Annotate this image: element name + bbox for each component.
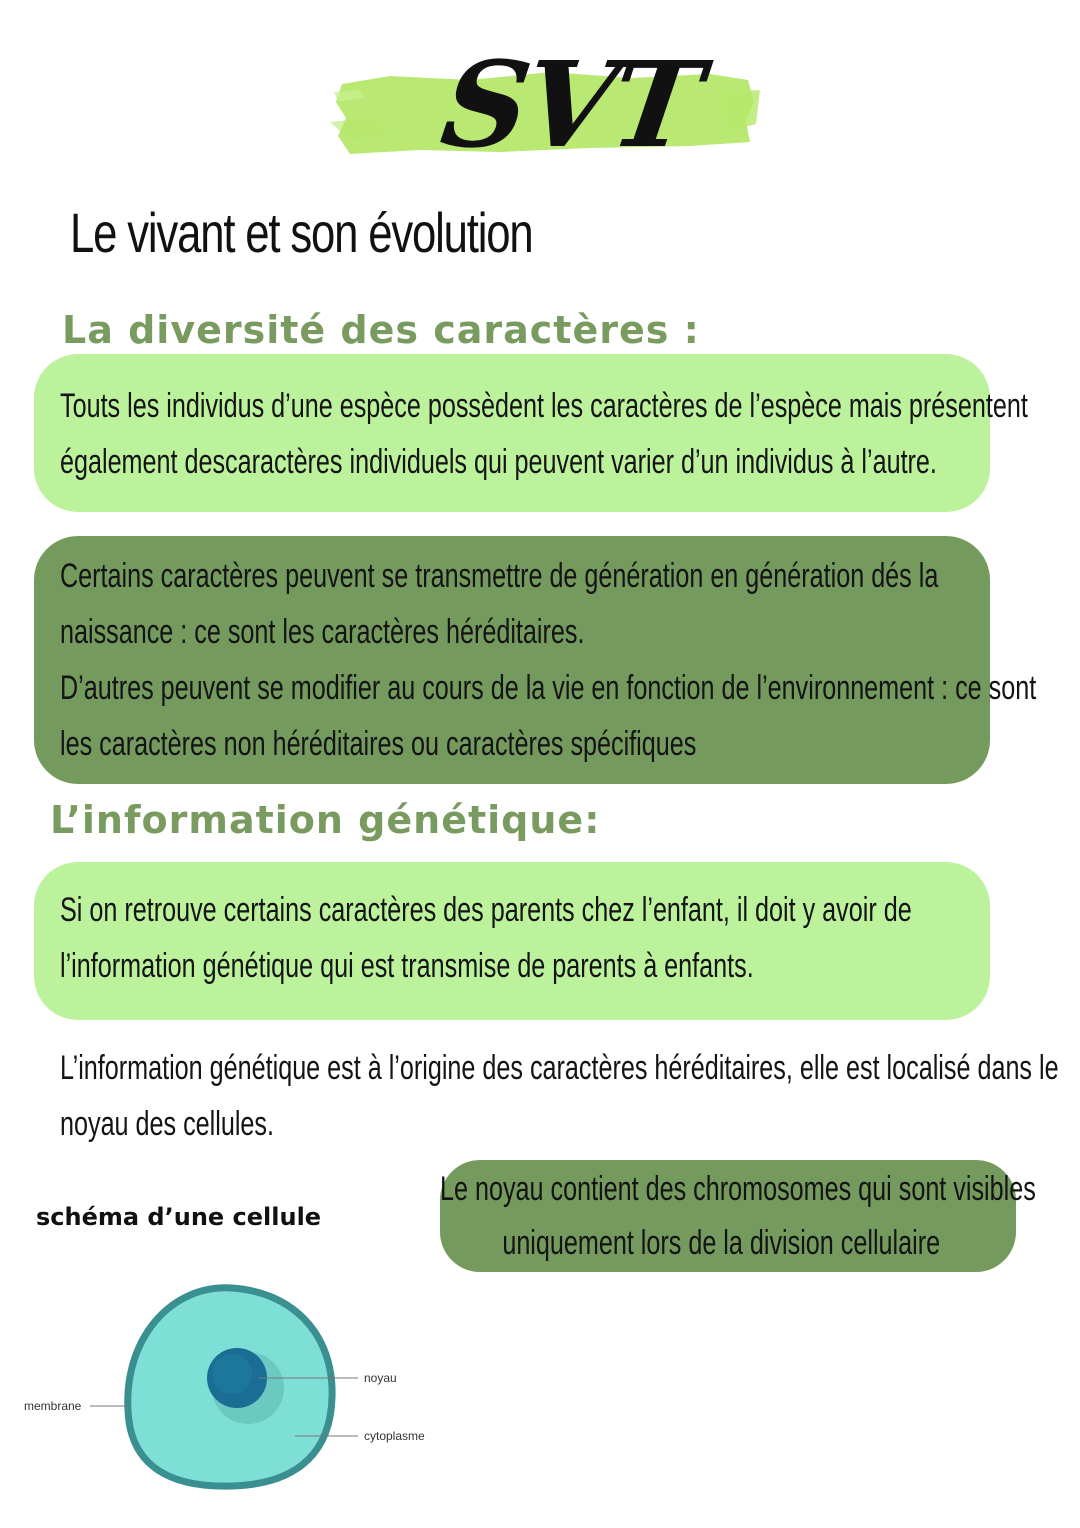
info-box-text [440,1162,1036,1270]
text-line: naissance : ce sont les caractères héréditaires. [60,613,585,651]
text-line: Le noyau contient des chromosomes qui sont visibles [440,1170,1036,1208]
info-box-chromosomes [440,1160,1036,1272]
text-line: les caractères non héréditaires ou caractères spécifiques [60,725,697,763]
text-line: également descaractères individuels qui peuvent varier d’un individus à l’autre. [60,443,937,481]
text-line: noyau des cellules. [60,1105,274,1143]
text-line: Certains caractères peuvent se transmettre de génération en génération dés la [60,557,939,595]
text-line: D’autres peuvent se modifier au cours de la vie en fonction de l’environnement : ce sont [60,669,1037,707]
section-heading-information: L’information génétique: [50,798,601,842]
text-line: Si on retrouve certains caractères des parents chez l’enfant, il doit y avoir de [60,891,912,929]
info-box-text [60,548,1036,772]
schema-label: schéma d’une cellule [36,1203,322,1231]
label-cytoplasme: cytoplasme [364,1429,425,1443]
info-box-text [60,882,912,994]
text-line: uniquement lors de la division cellulaire [502,1224,941,1262]
label-membrane: membrane [24,1399,82,1413]
section-heading-diversite: La diversité des caractères : [62,308,700,352]
info-box-text [60,378,1028,490]
page-header-title: SVT [434,35,707,174]
text-line: Touts les individus d’une espèce possèdent les caractères de l’espèce mais présentent [60,387,1028,425]
info-box-individus [34,354,1028,512]
text-line: L’information génétique est à l’origine des caractères héréditaires, elle est localisé dans le [60,1049,1059,1087]
paragraph-origine [60,1040,1059,1152]
info-box-caracteres-hereditaires [34,536,1037,784]
info-box-transmission [34,862,990,1020]
main-title: Le vivant et son évolution [70,201,533,264]
text-line: l’information génétique qui est transmise de parents à enfants. [60,947,754,985]
label-noyau: noyau [364,1371,397,1385]
cell-diagram [0,1270,520,1510]
